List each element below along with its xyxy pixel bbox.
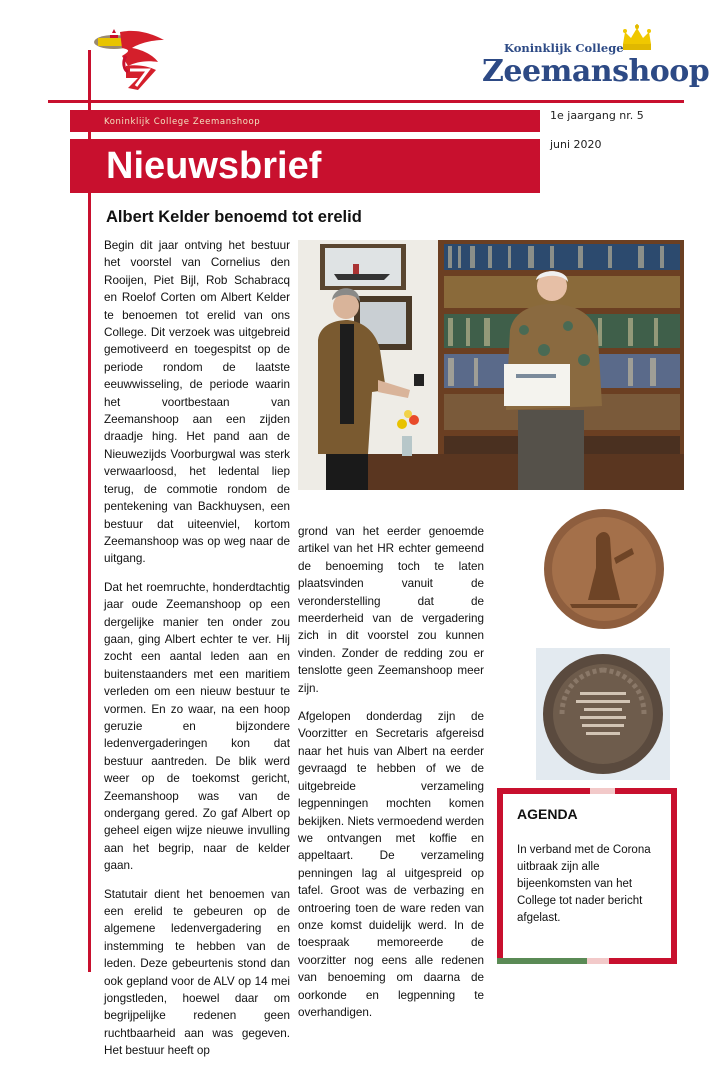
medal-back-icon [536, 648, 670, 780]
article-column-2 [298, 523, 484, 1032]
masthead-bar [70, 110, 540, 132]
masthead-title-bar [70, 139, 540, 193]
agenda-border [497, 788, 590, 794]
article-column-1 [104, 237, 290, 1071]
crown-icon [620, 24, 654, 52]
paragraph: Begin dit jaar ontving het bestuur het voorstel van Cornelius den Rooijen, Piet Bijl, Rob Schabracq en Roelof Corten om Albert Kelder te benoemen tot erelid van ons College. Dit verzoek was uitgebreid gemotiveerd en toegespitst op de periode rondom de laatste eeuwwisseling, de periode waarin het voortbestaan van Zeemanshoop aan een zijden draadje hing. Het pand aan de Nieuwezijds Voorburgwal was sterk verwaarloosd, het ledental liep terug, de commotie rondom de pentekening van Backhuysen, een bestuur dat uiteenviel, kortom Zeemanshoop was op weg naar de uitgang. [104, 239, 290, 566]
agenda-border [587, 958, 609, 964]
agenda-box [497, 788, 677, 964]
club-logo-icon [92, 26, 168, 92]
paragraph: Dat het roemruchte, honderdtachtig jaar oude Zeemanshoop op een dergelijke manier ten onder zou gaan, ging Albert echter te ver. Hij zocht een aantal leden aan en buitenstaanders met een maritiem verleden om een nieuw bestuur te vormen. En zo waar, na een hoop geruzie en bijzondere ledenvergaderingen kon dat bestuur aantreden. De blik werd weer op de toekomst gericht, Zeemanshoop was van de ondergang gered. Zo gaf Albert op geheel eigen wijze nieuwe invulling aan het begrip, naar de kelder gaan. [104, 580, 290, 873]
issue-date: juni 2020 [550, 138, 602, 151]
brand-name: Zeemanshoop [482, 54, 710, 89]
agenda-border [590, 788, 615, 794]
article-photo [298, 240, 684, 490]
paragraph: Afgelopen donderdag zijn de Voorzitter en Secretaris afgereisd naar het huis van Albert na eerder gevraagd te hebben of we de uitgebreide verzameling legpenningen mochten komen bekijken. Niets vermoedend werden we ontvangen met koffie en appeltaart. De verzameling penningen lag al uitgespreid op tafel. Groot was de verbazing en ontroering toen de ware reden van onze komst duidelijk werd. In de toespraak memoreerde de voorzitter nog eens alle redenen van benoeming om daarna de oorkonde en legpenning te overhandigen. [298, 710, 484, 1019]
medal-front-icon [540, 508, 668, 630]
brand-logo [478, 24, 710, 98]
masthead-title: Nieuwsbrief [106, 145, 322, 187]
agenda-border [609, 958, 677, 964]
issue-number: 1e jaargang nr. 5 [550, 109, 644, 122]
agenda-border [671, 788, 677, 964]
agenda-border [497, 958, 587, 964]
paragraph: Statutair dient het benoemen van een erelid te gebeuren op de algemene ledenvergadering en instemming te hebben van de leden. Deze gebeurtenis stond dan ook gepland voor de ALV op 14 mei jongstleden, hoewel daar om begrijpelijke redenen geen ruchtbaarheid aan was gegeven. Het bestuur heeft op [104, 887, 290, 1058]
header-rule [48, 100, 684, 103]
article-headline: Albert Kelder benoemd tot erelid [106, 208, 362, 226]
paragraph: grond van het eerder genoemde artikel van het HR echter gemeend de benoeming toch te laten plaatsvinden vanuit de veronderstelling dat de meerderheid van de vergadering zich in dit voorstel zou kunnen vinden. Zonder de redding zou er tenslotte geen Zeemanshoop meer zijn. [298, 525, 484, 695]
agenda-title: AGENDA [517, 806, 578, 822]
masthead-small-title: Koninklijk College Zeemanshoop [104, 117, 261, 127]
brand-subtitle: Koninklijk College [504, 41, 624, 55]
agenda-border [497, 788, 503, 964]
agenda-border [615, 788, 677, 794]
agenda-text: In verband met de Corona uitbraak zijn alle bijeenkomsten van het College tot nader bericht afgelast. [517, 844, 651, 924]
